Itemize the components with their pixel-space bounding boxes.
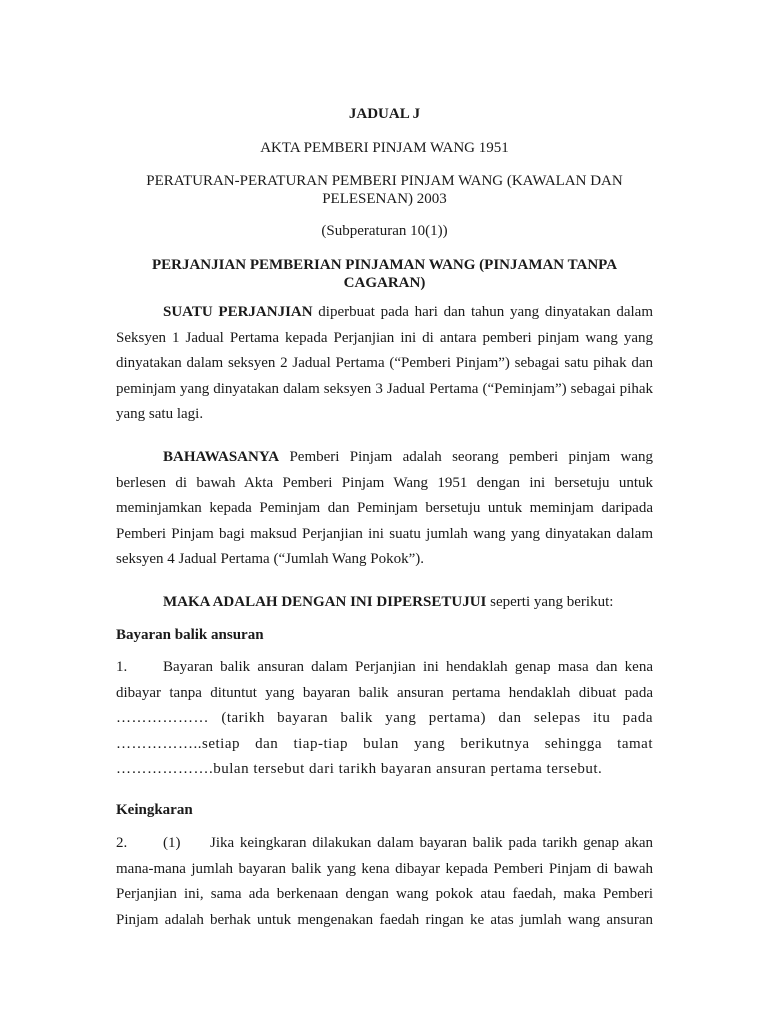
recital-lead: BAHAWASANYA xyxy=(163,449,280,465)
recital-text: seperti yang berikut: xyxy=(486,594,614,610)
recital-maka xyxy=(116,590,653,616)
section-2-line: Perjanjian ini, sama ada berkenaan dengan wang pokok atau faedah, maka Pemberi xyxy=(116,886,653,902)
recital-suatu-perjanjian xyxy=(116,300,653,428)
subsection-number: (1) xyxy=(163,835,181,851)
section-1-line: ……………… (tarikh bayaran balik yang pertama) dan selepas itu pada xyxy=(116,710,653,726)
section-1-line: ……………..setiap dan tiap-tiap bulan yang berikutnya sehingga tamat xyxy=(116,735,653,752)
section-2-line: mana-mana jumlah bayaran balik yang kena dibayar kepada Pemberi Pinjam di bawah xyxy=(116,860,653,877)
section-2-line: 2. (1) Jika keingkaran dilakukan dalam bayaran balik pada tarikh genap akan xyxy=(116,831,653,857)
agreement-title: PERJANJIAN PEMBERIAN PINJAMAN WANG (PINJAMAN TANPA CAGARAN) xyxy=(151,257,618,291)
schedule-title: JADUAL J xyxy=(348,106,421,122)
act-title: AKTA PEMBERI PINJAM WANG 1951 xyxy=(260,140,509,156)
section-number: 2. xyxy=(116,835,128,851)
recital-lead: MAKA ADALAH DENGAN INI DIPERSETUJUI xyxy=(163,594,487,610)
recital-bahawasanya xyxy=(116,445,653,573)
subregulation-ref: (Subperaturan 10(1)) xyxy=(321,223,448,239)
section-1-line: 1. Bayaran balik ansuran dalam Perjanjian ini hendaklah genap masa dan kena xyxy=(116,655,653,681)
recital-text: diperbuat pada hari dan tahun yang dinyatakan dalam Seksyen 1 Jadual Pertama kepada Perjanjian ini di antara pemberi pinjam wang yang dinyatakan dalam seksyen 2 Jadual Pertama (“Pemberi Pinjam”) sebagai satu pihak dan peminjam yang dinyatakan dalam seksyen 3 Jadual Pertama (“Peminjam”) sebagai pihak yang satu lagi. xyxy=(116,304,653,422)
section-1-paragraph xyxy=(116,655,653,783)
section-number: 1. xyxy=(116,659,128,675)
recital-lead: SUATU PERJANJIAN xyxy=(163,304,313,320)
section-heading-bayaran: Bayaran balik ansuran xyxy=(116,627,264,643)
regulations-title: PERATURAN-PERATURAN PEMBERI PINJAM WANG (KAWALAN DAN PELESENAN) 2003 xyxy=(146,173,623,207)
section-2-paragraph xyxy=(116,831,653,933)
section-heading-keingkaran: Keingkaran xyxy=(116,802,193,818)
section-1-line: dibayar tanpa dituntut yang bayaran balik ansuran pertama hendaklah dibuat pada xyxy=(116,684,653,701)
section-1-line: ……………….bulan tersebut dari tarikh bayaran ansuran pertama tersebut. xyxy=(116,761,603,777)
recital-text: Pemberi Pinjam adalah seorang pemberi pinjam wang berlesen di bawah Akta Pemberi Pinjam Wang 1951 dengan ini bersetuju untuk meminjamkan kepada Peminjam dan Peminjam bersetuju untuk meminjam daripada Pemberi Pinjam bagi maksud Perjanjian ini suatu jumlah wang yang dinyatakan dalam seksyen 4 Jadual Pertama (“Jumlah Wang Pokok”). xyxy=(116,449,653,567)
document-page xyxy=(116,0,653,1024)
section-2-line: Pinjam adalah berhak untuk mengenakan faedah ringan ke atas jumlah wang ansuran xyxy=(116,911,653,928)
